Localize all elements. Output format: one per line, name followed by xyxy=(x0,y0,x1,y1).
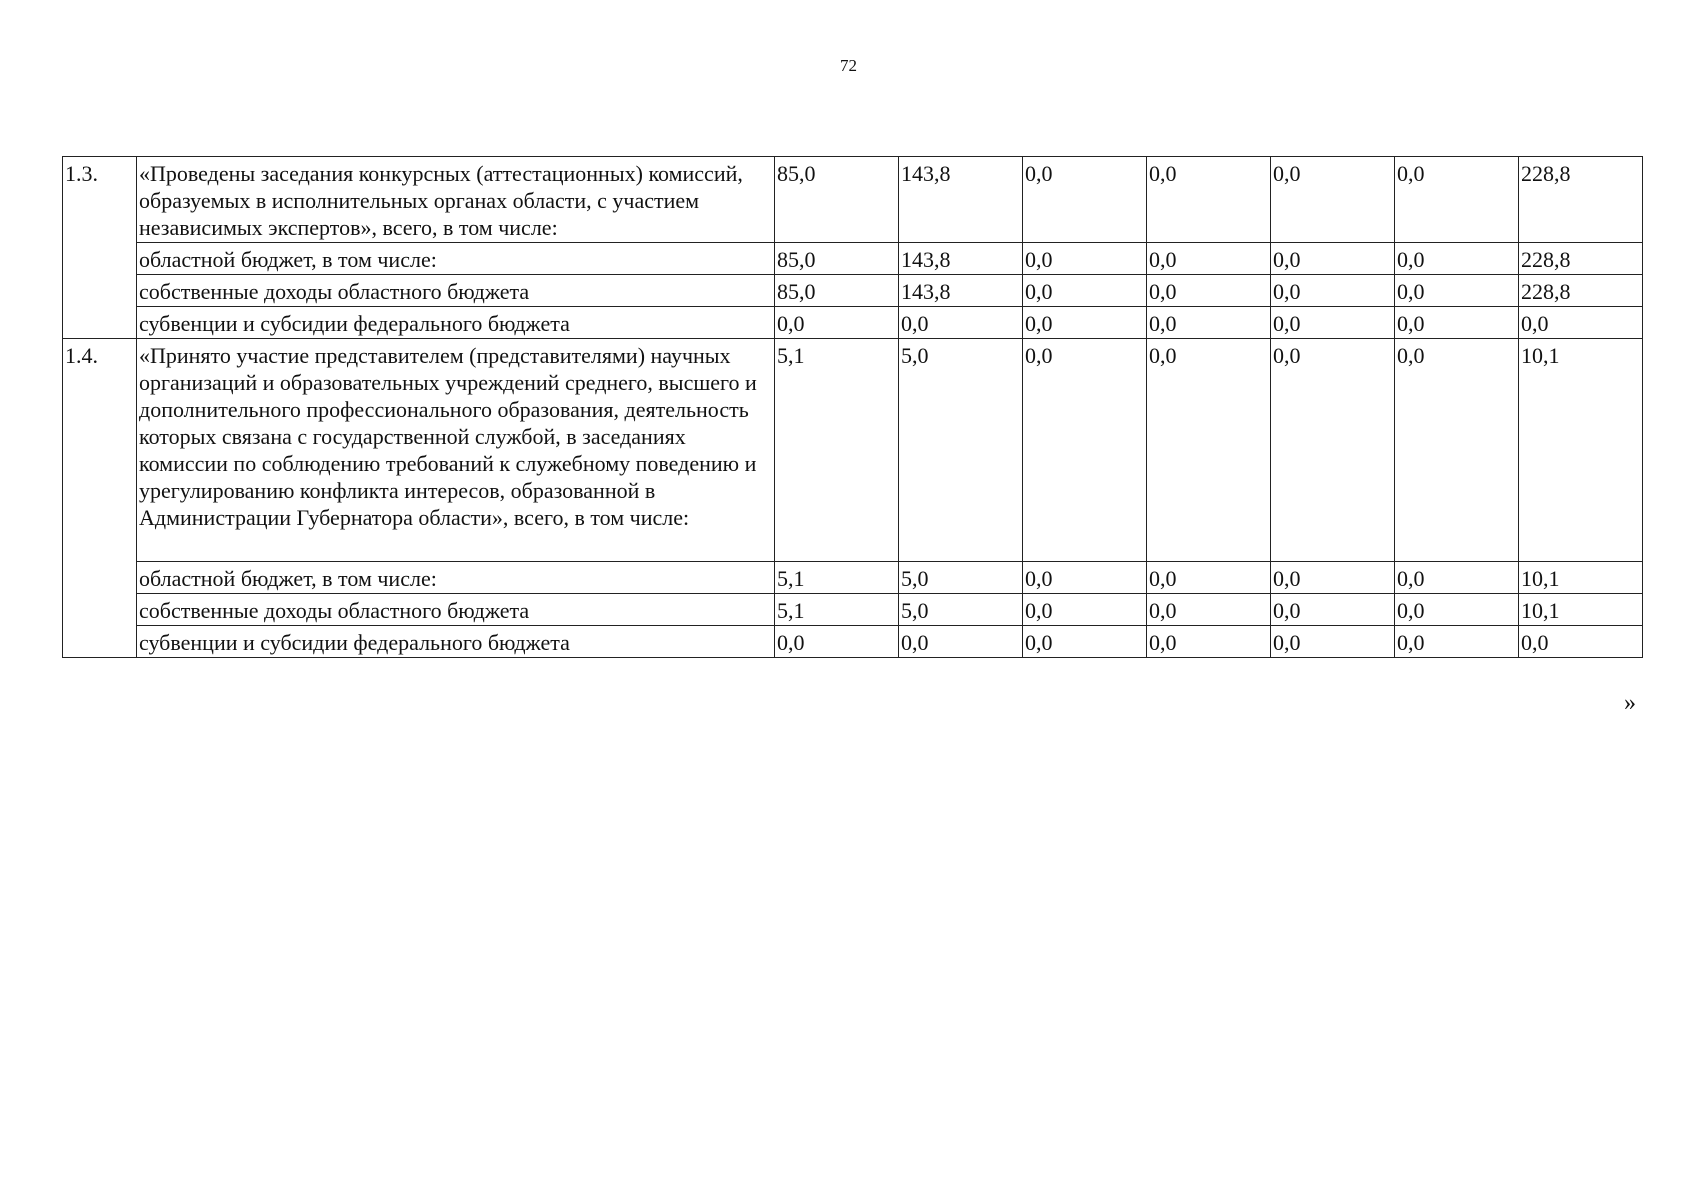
section-number: 1.3. xyxy=(63,157,137,339)
value-cell: 0,0 xyxy=(1023,307,1147,339)
value-cell: 85,0 xyxy=(775,275,899,307)
value-cell: 0,0 xyxy=(899,307,1023,339)
section-number: 1.4. xyxy=(63,339,137,658)
value-cell: 0,0 xyxy=(775,626,899,658)
value-cell: 0,0 xyxy=(1271,626,1395,658)
total-cell: 0,0 xyxy=(1519,626,1643,658)
value-cell: 0,0 xyxy=(1271,275,1395,307)
section-title: «Проведены заседания конкурсных (аттестационных) комиссий, образуемых в исполнительных органах области, с участием независимых экспертов», всего, в том числе: xyxy=(137,157,775,243)
value-cell: 0,0 xyxy=(1147,307,1271,339)
value-cell: 0,0 xyxy=(1023,594,1147,626)
value-cell: 0,0 xyxy=(1271,594,1395,626)
value-cell: 0,0 xyxy=(1395,157,1519,243)
value-cell: 0,0 xyxy=(1395,594,1519,626)
row-label: субвенции и субсидии федерального бюджета xyxy=(137,626,775,658)
row-label: областной бюджет, в том числе: xyxy=(137,562,775,594)
total-cell: 10,1 xyxy=(1519,562,1643,594)
row-label: областной бюджет, в том числе: xyxy=(137,243,775,275)
total-cell: 228,8 xyxy=(1519,243,1643,275)
total-cell: 0,0 xyxy=(1519,307,1643,339)
table-row xyxy=(63,626,1643,658)
total-cell: 10,1 xyxy=(1519,594,1643,626)
row-label: собственные доходы областного бюджета xyxy=(137,594,775,626)
value-cell: 0,0 xyxy=(1395,339,1519,562)
value-cell: 0,0 xyxy=(899,626,1023,658)
value-cell: 5,1 xyxy=(775,339,899,562)
value-cell: 5,0 xyxy=(899,594,1023,626)
total-cell: 10,1 xyxy=(1519,339,1643,562)
value-cell: 0,0 xyxy=(1395,307,1519,339)
value-cell: 0,0 xyxy=(1395,243,1519,275)
value-cell: 0,0 xyxy=(1023,243,1147,275)
value-cell: 0,0 xyxy=(1395,626,1519,658)
table-row xyxy=(63,339,1643,562)
closing-quote: » xyxy=(1624,690,1636,716)
table-row xyxy=(63,307,1643,339)
value-cell: 0,0 xyxy=(1271,307,1395,339)
table-row xyxy=(63,594,1643,626)
value-cell: 5,1 xyxy=(775,562,899,594)
table-row xyxy=(63,562,1643,594)
value-cell: 143,8 xyxy=(899,243,1023,275)
value-cell: 0,0 xyxy=(1023,157,1147,243)
value-cell: 0,0 xyxy=(1147,339,1271,562)
table-row xyxy=(63,157,1643,243)
value-cell: 5,0 xyxy=(899,562,1023,594)
value-cell: 0,0 xyxy=(1023,275,1147,307)
value-cell: 0,0 xyxy=(775,307,899,339)
value-cell: 143,8 xyxy=(899,275,1023,307)
value-cell: 5,1 xyxy=(775,594,899,626)
value-cell: 85,0 xyxy=(775,243,899,275)
budget-table xyxy=(62,156,1643,658)
value-cell: 0,0 xyxy=(1271,562,1395,594)
value-cell: 0,0 xyxy=(1023,339,1147,562)
value-cell: 0,0 xyxy=(1147,275,1271,307)
value-cell: 0,0 xyxy=(1271,157,1395,243)
value-cell: 0,0 xyxy=(1271,339,1395,562)
row-label: собственные доходы областного бюджета xyxy=(137,275,775,307)
value-cell: 0,0 xyxy=(1147,594,1271,626)
table-row xyxy=(63,243,1643,275)
value-cell: 0,0 xyxy=(1147,562,1271,594)
value-cell: 0,0 xyxy=(1147,243,1271,275)
section-title: «Принято участие представителем (представителями) научных организаций и образовательных учреждений среднего, высшего и дополнительного профессионального образования, деятельность которых связана с государственной службой, в заседаниях комиссии по соблюдению требований к служебному поведению и урегулированию конфликта интересов, образованной в Администрации Губернатора области», всего, в том числе: xyxy=(137,339,775,562)
value-cell: 5,0 xyxy=(899,339,1023,562)
value-cell: 0,0 xyxy=(1023,626,1147,658)
row-label: субвенции и субсидии федерального бюджета xyxy=(137,307,775,339)
value-cell: 0,0 xyxy=(1147,626,1271,658)
value-cell: 143,8 xyxy=(899,157,1023,243)
value-cell: 85,0 xyxy=(775,157,899,243)
value-cell: 0,0 xyxy=(1395,275,1519,307)
value-cell: 0,0 xyxy=(1395,562,1519,594)
value-cell: 0,0 xyxy=(1147,157,1271,243)
total-cell: 228,8 xyxy=(1519,157,1643,243)
value-cell: 0,0 xyxy=(1023,562,1147,594)
total-cell: 228,8 xyxy=(1519,275,1643,307)
value-cell: 0,0 xyxy=(1271,243,1395,275)
page-number: 72 xyxy=(840,56,857,75)
table-row xyxy=(63,275,1643,307)
